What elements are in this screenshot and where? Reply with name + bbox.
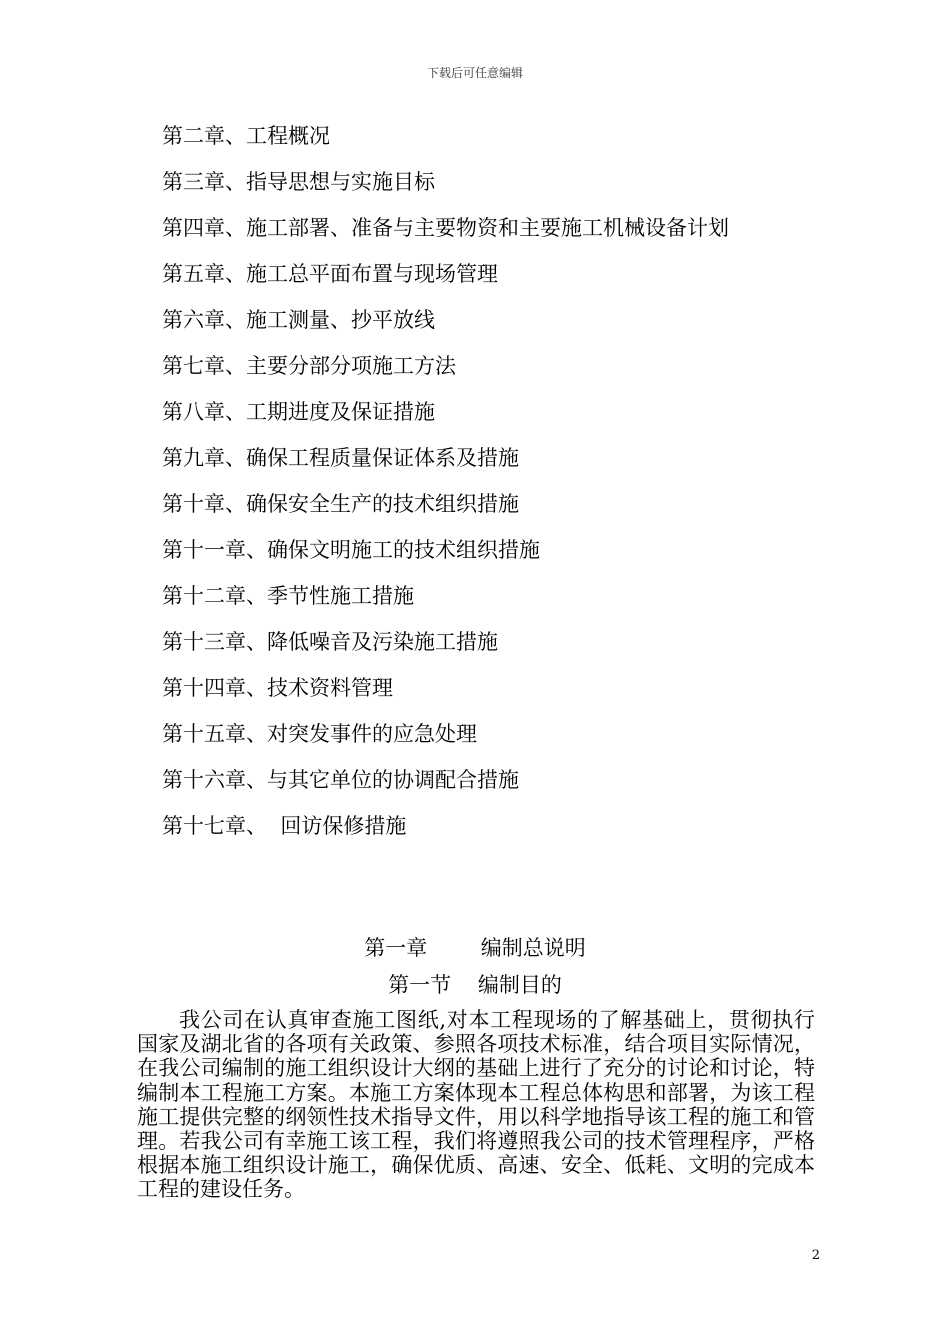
toc-item: 第九章、确保工程质量保证体系及措施 (162, 446, 519, 470)
toc-item: 第十七章、 回访保修措施 (162, 814, 407, 838)
toc-item: 第十五章、对突发事件的应急处理 (162, 722, 477, 746)
section-title: 第一节 编制目的 (388, 973, 562, 997)
toc-item: 第五章、施工总平面布置与现场管理 (162, 262, 498, 286)
chapter-title: 第一章 编制总说明 (364, 936, 586, 960)
toc-item: 第十六章、与其它单位的协调配合措施 (162, 768, 519, 792)
toc-item: 第四章、施工部署、准备与主要物资和主要施工机械设备计划 (162, 216, 729, 240)
page-number: 2 (811, 1248, 820, 1263)
toc-item: 第八章、工期进度及保证措施 (162, 400, 435, 424)
body-paragraph: 我公司在认真审查施工图纸,对本工程现场的了解基础上，贯彻执行国家及湖北省的各项有关政策、参照各项技术标准，结合项目实际情况，在我公司编制的施工组织设计大纲的基础上进行了充分的讨论和讨论，特编制本工程施工方案。本施工方案体现本工程总体构思和部署，为该工程施工提供完整的纲领性技术指导文件，用以科学地指导该工程的施工和管理。若我公司有幸施工该工程，我们将遵照我公司的技术管理程序，严格根据本施工组织设计施工，确保优质、高速、安全、低耗、文明的完成本工程的建设任务。 (137, 1008, 815, 1202)
toc-item: 第十四章、技术资料管理 (162, 676, 393, 700)
toc-item: 第十二章、季节性施工措施 (162, 584, 414, 608)
toc-item: 第十三章、降低噪音及污染施工措施 (162, 630, 498, 654)
toc-item: 第七章、主要分部分项施工方法 (162, 354, 456, 378)
table-of-contents (162, 117, 729, 853)
toc-item: 第三章、指导思想与实施目标 (162, 170, 435, 194)
toc-item: 第十一章、确保文明施工的技术组织措施 (162, 538, 540, 562)
toc-item: 第十章、确保安全生产的技术组织措施 (162, 492, 519, 516)
toc-item: 第二章、工程概况 (162, 124, 330, 148)
toc-item: 第六章、施工测量、抄平放线 (162, 308, 435, 332)
header-note: 下载后可任意编辑 (426, 66, 523, 80)
